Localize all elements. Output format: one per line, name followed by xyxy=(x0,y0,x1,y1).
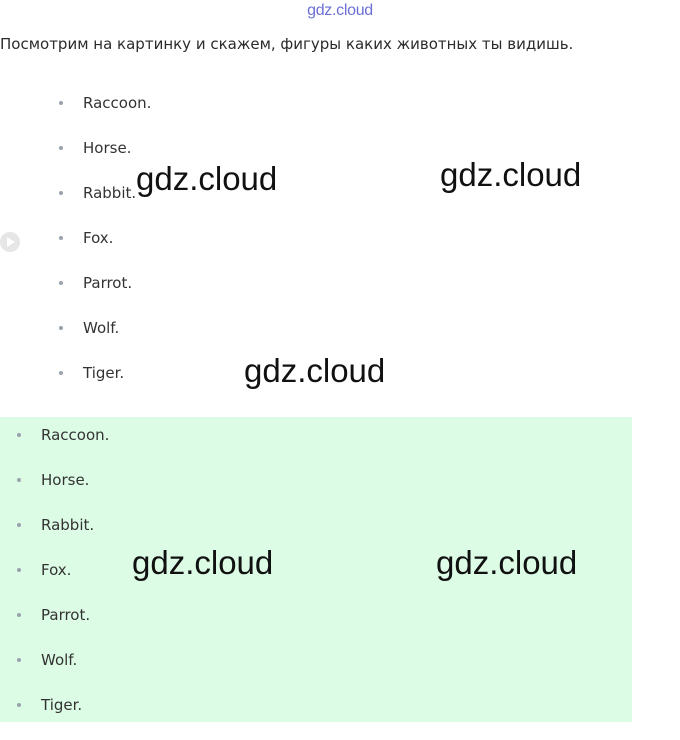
list-item-text: Rabbit. xyxy=(83,184,137,202)
bullet-icon xyxy=(17,523,21,527)
bullet-icon xyxy=(59,191,63,195)
bullet-icon xyxy=(17,568,21,572)
list-item-text: Raccoon. xyxy=(83,94,152,112)
bullet-icon xyxy=(17,658,21,662)
site-mark: gdz.cloud xyxy=(307,2,373,19)
list-item-text: Wolf. xyxy=(83,319,120,337)
list-item-text: Tiger. xyxy=(41,696,83,714)
watermark: gdz.cloud xyxy=(436,544,578,581)
list-item-text: Horse. xyxy=(83,139,132,157)
task-question: Посмотрим на картинку и скажем, фигуры каких животных ты видишь. xyxy=(0,35,574,53)
watermark: gdz.cloud xyxy=(132,544,274,581)
watermark: gdz.cloud xyxy=(244,352,386,389)
list-item-text: Fox. xyxy=(41,561,72,579)
bullet-icon xyxy=(17,478,21,482)
bullet-icon xyxy=(59,236,63,240)
list-item-text: Parrot. xyxy=(83,274,133,292)
watermark: gdz.cloud xyxy=(440,156,582,193)
bullet-icon xyxy=(59,281,63,285)
bullet-icon xyxy=(59,326,63,330)
list-item-text: Horse. xyxy=(41,471,90,489)
play-icon[interactable] xyxy=(0,232,20,252)
list-item-text: Wolf. xyxy=(41,651,78,669)
list-item-text: Fox. xyxy=(83,229,114,247)
bullet-icon xyxy=(17,613,21,617)
bullet-icon xyxy=(59,146,63,150)
watermark: gdz.cloud xyxy=(136,160,278,197)
list-item-text: Tiger. xyxy=(83,364,125,382)
list-item-text: Parrot. xyxy=(41,606,91,624)
bullet-icon xyxy=(17,703,21,707)
bullet-icon xyxy=(59,371,63,375)
bullet-icon xyxy=(59,101,63,105)
bullet-icon xyxy=(17,433,21,437)
list-item-text: Rabbit. xyxy=(41,516,95,534)
list-item-text: Raccoon. xyxy=(41,426,110,444)
